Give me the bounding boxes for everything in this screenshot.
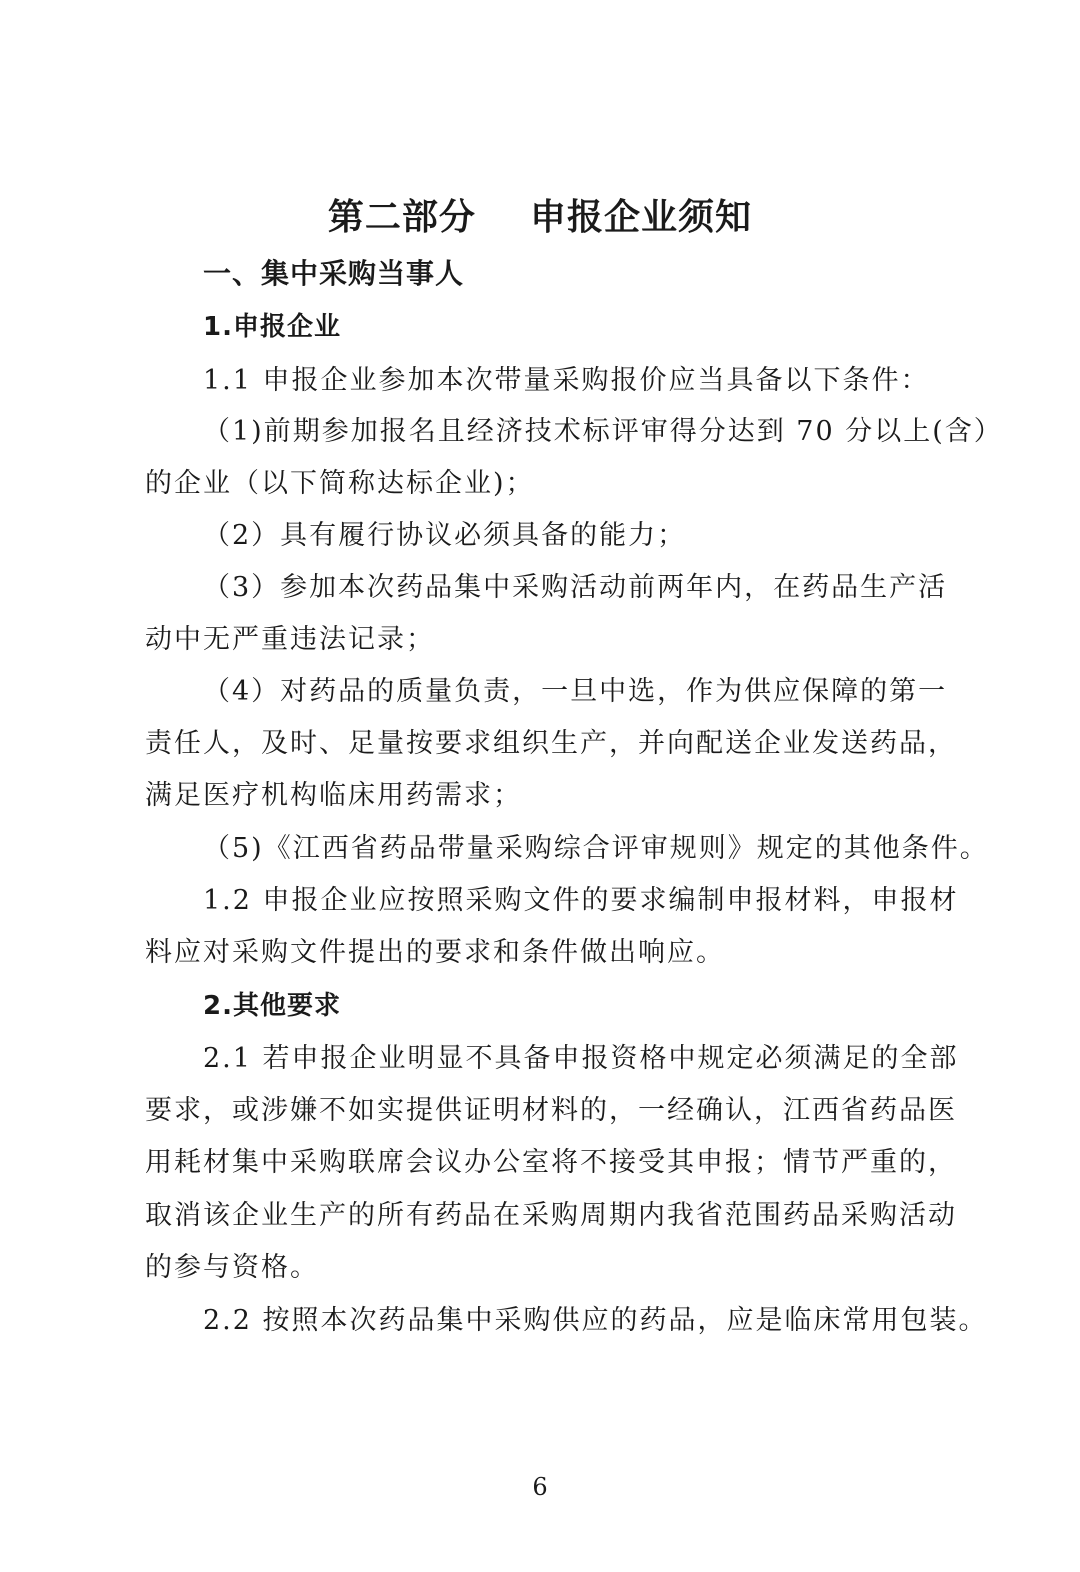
paragraph-2-1-line-2: 要求，或涉嫌不如实提供证明材料的，一经确认，江西省药品医 — [145, 1095, 957, 1126]
paragraph-1-2-line-1: 1.2 申报企业应按照采购文件的要求编制申报材料，申报材 — [203, 885, 959, 916]
condition-4-line-3: 满足医疗机构临床用药需求； — [145, 780, 522, 811]
paragraph-1-1: 1.1 申报企业参加本次带量采购报价应当具备以下条件： — [203, 365, 930, 396]
section-heading-parties: 一、集中采购当事人 — [203, 257, 465, 290]
condition-4-line-2: 责任人，及时、足量按要求组织生产，并向配送企业发送药品， — [145, 728, 957, 759]
condition-3-line-2: 动中无严重违法记录； — [145, 624, 435, 655]
paragraph-2-1-line-3: 用耗材集中采购联席会议办公室将不接受其申报；情节严重的， — [145, 1147, 957, 1178]
subheading-other-requirements: 2.其他要求 — [203, 991, 341, 1021]
condition-1-line-2: 的企业（以下简称达标企业)； — [145, 468, 535, 499]
paragraph-2-1-line-1: 2.1 若申报企业明显不具备申报资格中规定必须满足的全部 — [203, 1043, 959, 1074]
condition-5: （5)《江西省药品带量采购综合评审规则》规定的其他条件。 — [203, 833, 989, 864]
paragraph-2-1-line-5: 的参与资格。 — [145, 1252, 319, 1283]
paragraph-2-1-line-4: 取消该企业生产的所有药品在采购周期内我省范围药品采购活动 — [145, 1200, 957, 1231]
condition-4-line-1: （4）对药品的质量负责，一旦中选，作为供应保障的第一 — [203, 676, 948, 707]
condition-3-line-1: （3）参加本次药品集中采购活动前两年内，在药品生产活 — [203, 572, 948, 603]
page-number: 6 — [532, 1473, 548, 1501]
condition-2: （2）具有履行协议必须具备的能力； — [203, 520, 687, 551]
condition-1-line-1: （1)前期参加报名且经济技术标评审得分达到 70 分以上(含） — [203, 416, 1003, 447]
paragraph-2-2: 2.2 按照本次药品集中采购供应的药品，应是临床常用包装。 — [203, 1305, 988, 1336]
paragraph-1-2-line-2: 料应对采购文件提出的要求和条件做出响应。 — [145, 937, 725, 968]
page-title: 第二部分 申报企业须知 — [327, 197, 753, 238]
subheading-applicant-enterprise: 1.申报企业 — [203, 312, 341, 342]
